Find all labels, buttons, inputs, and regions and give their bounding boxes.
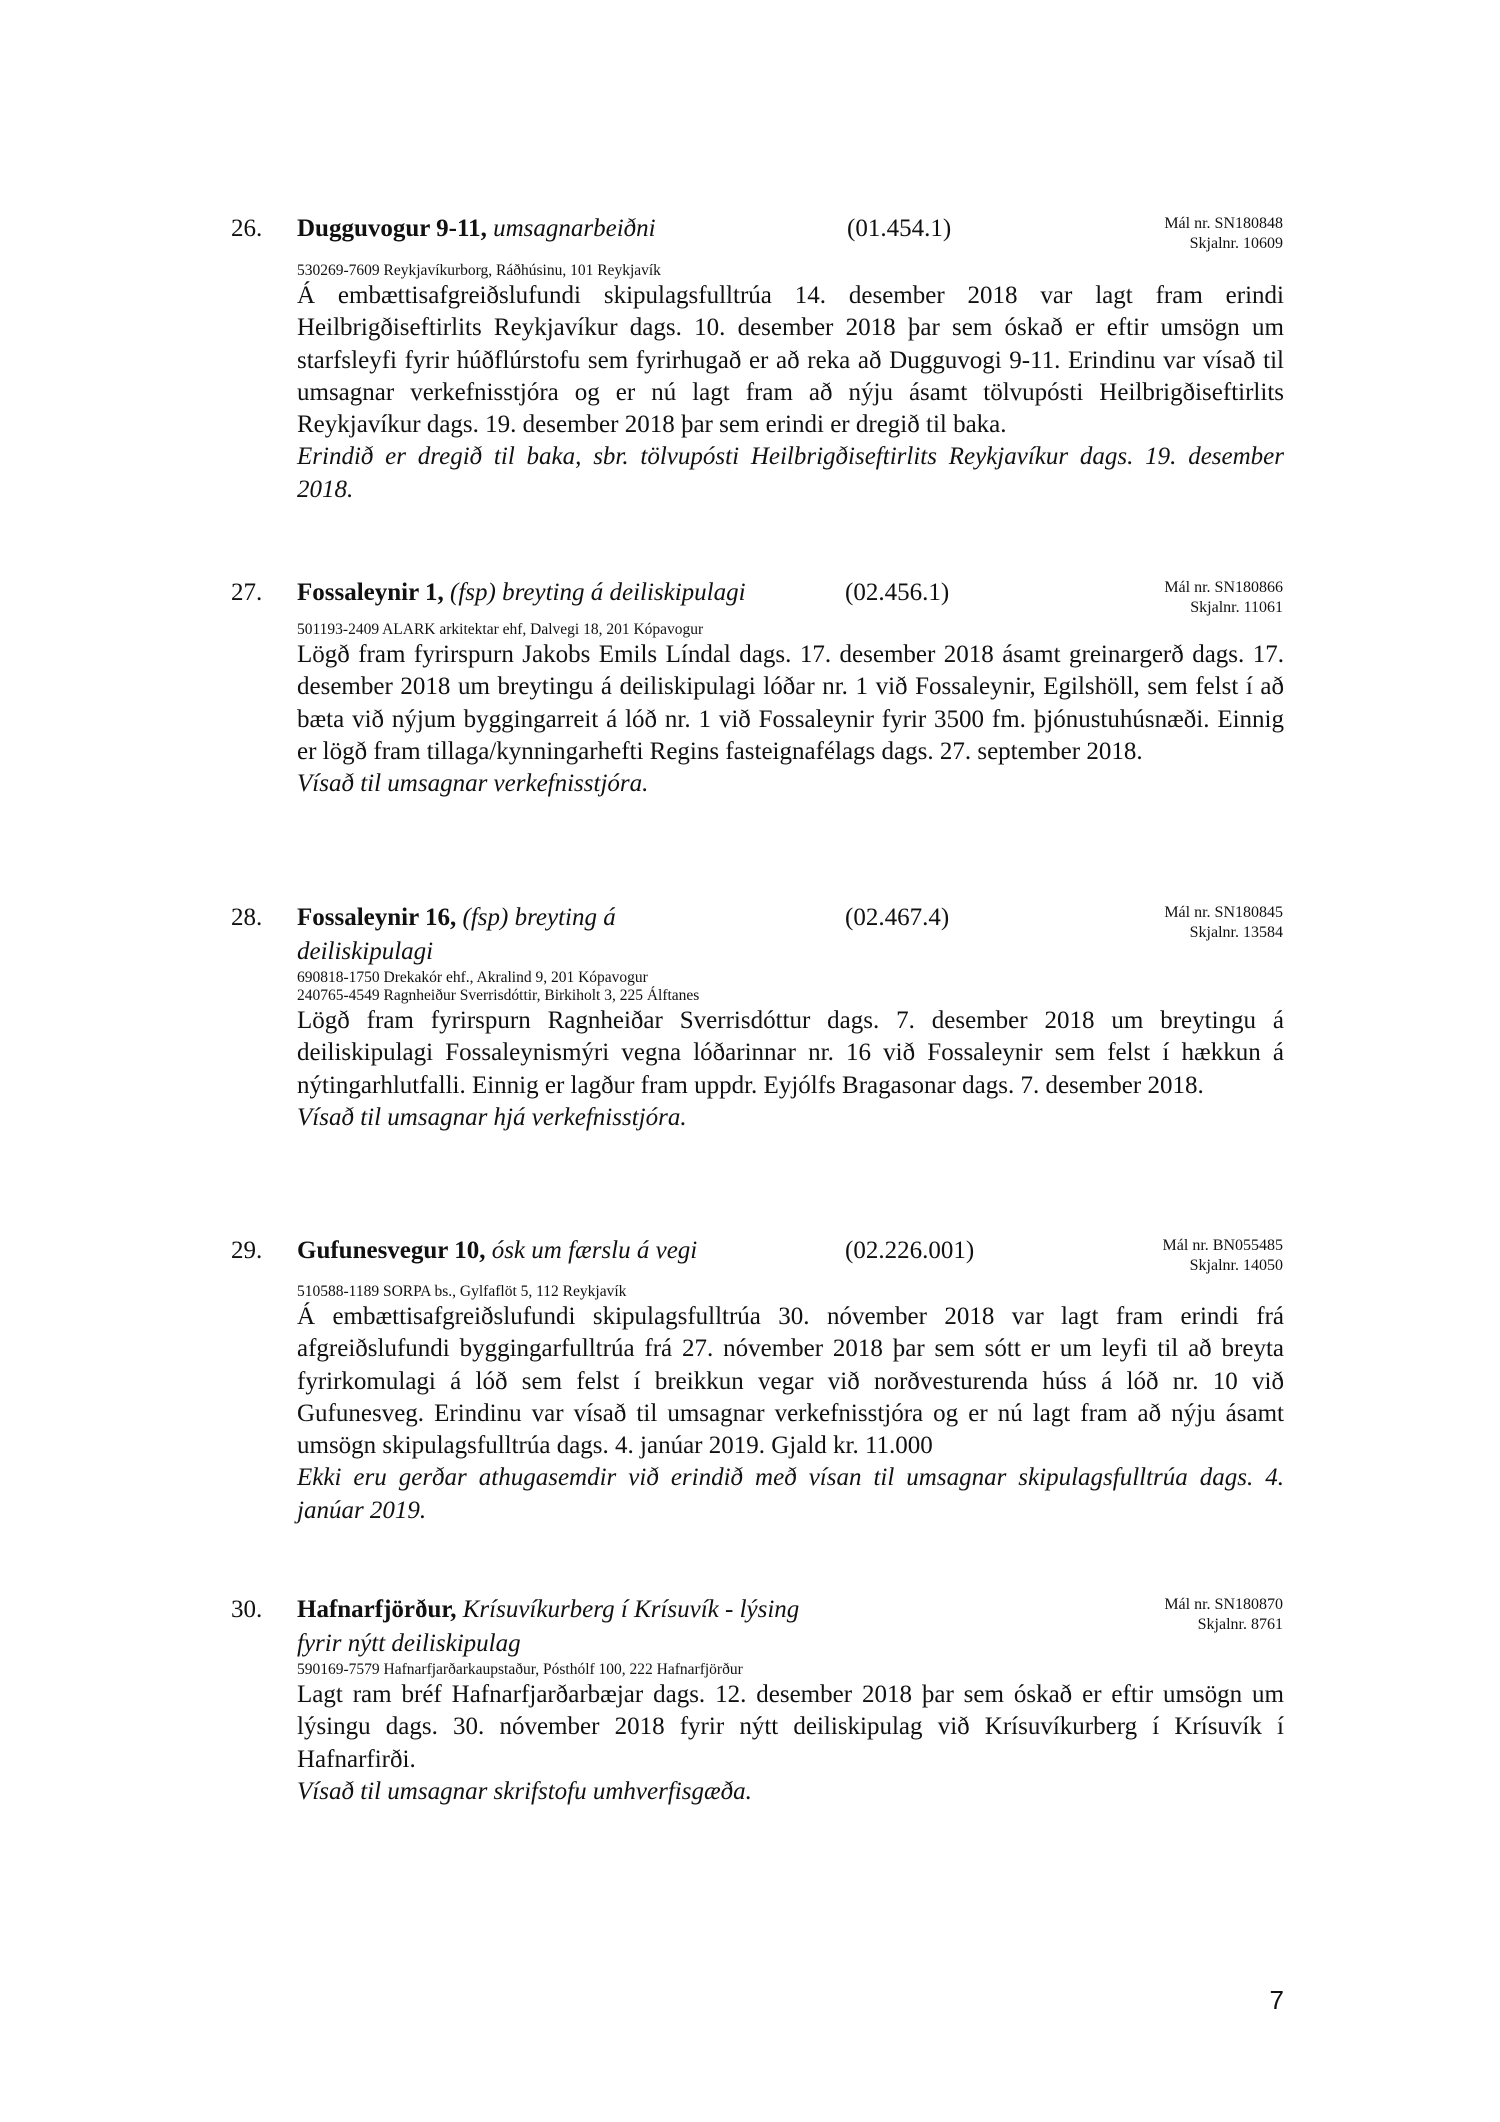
item-parties [297,1283,1287,1301]
party-line: 530269-7609 Reykjavíkurborg, Ráðhúsinu, 101 Reykjavík [297,262,661,279]
item-number: 27. [231,579,263,606]
item-address: Hafnarfjörður, [297,1596,457,1623]
item-parties [297,1661,1287,1679]
land-code: (01.454.1) [847,215,952,242]
case-number: Mál nr. SN180845 [1164,904,1283,921]
party-line: 510588-1189 SORPA bs., Gylfaflöt 5, 112 Reykjavík [297,1283,627,1300]
item-number: 30. [231,1596,263,1623]
item-heading [297,1234,797,1268]
item-subject: umsagnarbeiðni [493,215,656,242]
item-reference [1030,1595,1283,1635]
item-parties [297,969,1287,1005]
item-resolution: Erindið er dregið til baka, sbr. tölvupósti Heilbrigðiseftirlits Reykjavíkur dags. 19. desember 2018. [297,443,1284,503]
document-number: Skjalnr. 10609 [1189,235,1283,252]
item-body [297,1679,1284,1808]
item-resolution: Vísað til umsagnar skrifstofu umhverfisgæða. [297,1777,752,1805]
item-reference [1030,578,1283,618]
item-parties [297,262,1287,280]
page-number: 7 [1269,1985,1284,2015]
item-body [297,1301,1284,1527]
item-heading [297,1593,817,1661]
item-resolution: Vísað til umsagnar hjá verkefnisstjóra. [297,1103,687,1131]
item-body [297,280,1284,506]
item-subject: ósk um færslu á vegi [491,1237,698,1264]
item-heading [297,212,797,246]
item-description: Lagt ram bréf Hafnarfjarðarbæjar dags. 12. desember 2018 þar sem óskað er eftir umsögn um lýsingu dags. 30. nóvember 2018 fyrir nýtt deiliskipulag við Krísuvíkurberg í Krísuvík í Hafnarfirði. [297,1681,1284,1773]
item-address: Dugguvogur 9-11, [297,215,487,242]
case-number: Mál nr. SN180848 [1164,215,1283,232]
land-code: (02.456.1) [845,579,950,606]
item-heading [297,901,667,969]
document-number: Skjalnr. 14050 [1189,1257,1283,1274]
item-reference [1030,903,1283,943]
case-number: Mál nr. SN180866 [1164,579,1283,596]
case-number: Mál nr. BN055485 [1162,1237,1283,1254]
item-address: Fossaleynir 1, [297,579,444,606]
land-code: (02.467.4) [845,904,950,931]
item-description: Lögð fram fyrirspurn Ragnheiðar Sverrisdóttur dags. 7. desember 2018 um breytingu á deiliskipulagi Fossaleynismýri vegna lóðarinnar nr. 16 við Fossaleynir sem felst í hækkun á nýtingarhlutfalli. Einnig er lagður fram uppdr. Eyjólfs Bragasonar dags. 7. desember 2018. [297,1007,1284,1099]
document-number: Skjalnr. 11061 [1190,599,1283,616]
item-number: 29. [231,1237,263,1264]
item-body [297,1005,1284,1134]
item-description: Á embættisafgreiðslufundi skipulagsfulltrúa 14. desember 2018 var lagt fram erindi Heilbrigðiseftirlits Reykjavíkur dags. 10. desember 2018 þar sem óskað er eftir umsögn um starfsleyfi fyrir húðflúrstofu sem fyrirhugað er að reka að Dugguvogi 9-11. Erindinu var vísað til umsagnar verkefnisstjóra og er nú lagt fram að nýju ásamt tölvupósti Heilbrigðiseftirlits Reykjavíkur dags. 19. desember 2018 þar sem erindi er dregið til baka. [297,282,1284,439]
item-address: Gufunesvegur 10, [297,1237,486,1264]
item-resolution: Ekki eru gerðar athugasemdir við erindið með vísan til umsagnar skipulagsfulltrúa dags. 4. janúar 2019. [297,1464,1284,1524]
item-parties [297,621,1287,639]
party-line: 501193-2409 ALARK arkitektar ehf, Dalvegi 18, 201 Kópavogur [297,621,704,638]
party-line: 240765-4549 Ragnheiður Sverrisdóttir, Birkiholt 3, 225 Álftanes [297,987,700,1004]
item-body [297,639,1284,800]
land-code: (02.226.001) [845,1237,975,1264]
document-number: Skjalnr. 8761 [1197,1616,1283,1633]
item-resolution: Vísað til umsagnar verkefnisstjóra. [297,770,649,798]
case-number: Mál nr. SN180870 [1164,1596,1283,1613]
item-address: Fossaleynir 16, [297,904,457,931]
item-number: 26. [231,215,263,242]
document-number: Skjalnr. 13584 [1189,924,1283,941]
item-subject: (fsp) breyting á deiliskipulagi [450,579,746,606]
item-description: Lögð fram fyrirspurn Jakobs Emils Líndal dags. 17. desember 2018 ásamt greinargerð dags. 17. desember 2018 um breytingu á deiliskipulagi lóðar nr. 1 við Fossaleynir, Egilshöll, sem felst í að bæta við nýjum byggingarreit á lóð nr. 1 við Fossaleynir fyrir 3500 fm. þjónustuhúsnæði. Einnig er lögð fram tillaga/kynningarhefti Regins fasteignafélags dags. 27. september 2018. [297,641,1284,765]
party-line: 590169-7579 Hafnarfjarðarkaupstaður, Pósthólf 100, 222 Hafnarfjörður [297,1661,743,1678]
party-line: 690818-1750 Drekakór ehf., Akralind 9, 201 Kópavogur [297,969,648,986]
item-description: Á embættisafgreiðslufundi skipulagsfulltrúa 30. nóvember 2018 var lagt fram erindi frá afgreiðslufundi byggingarfulltrúa frá 27. nóvember 2018 þar sem sótt er um leyfi til að breyta fyrirkomulagi á lóð sem felst í breikkun vegar við norðvesturenda húss á lóð nr. 10 við Gufunesveg. Erindinu var vísað til umsagnar verkefnisstjóra og er nú lagt fram að nýju ásamt umsögn skipulagsfulltrúa dags. 4. janúar 2019. Gjald kr. 11.000 [297,1303,1284,1460]
item-reference [1030,1236,1283,1276]
item-subject: (fsp) breyting á deiliskipulagi [297,904,616,965]
item-number: 28. [231,904,263,931]
item-heading [297,576,797,610]
item-subject: Krísuvíkurberg í Krísuvík - lýsing fyrir nýtt deiliskipulag [297,1596,800,1657]
item-reference [1030,214,1283,254]
